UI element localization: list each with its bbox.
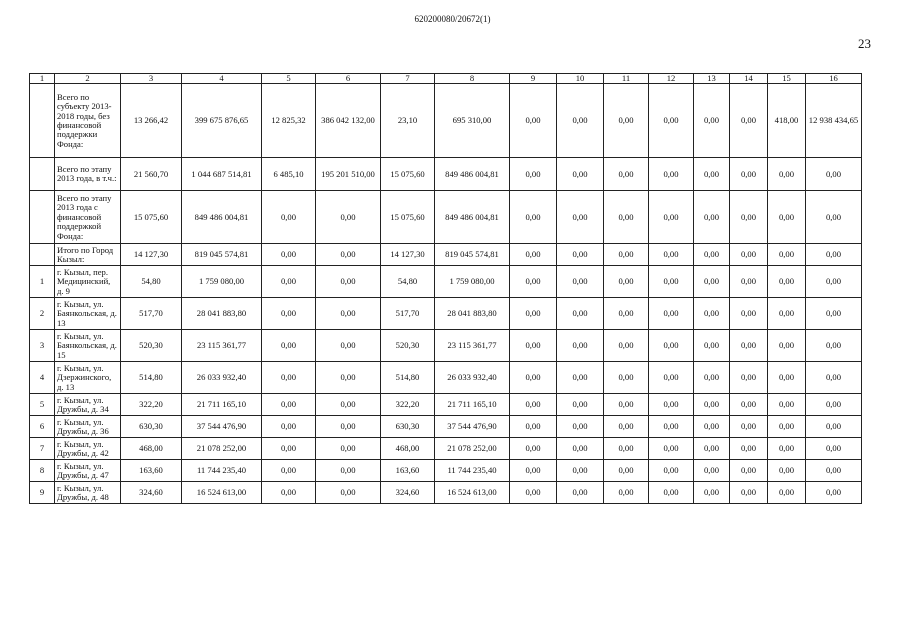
table-cell: 0,00 (316, 266, 381, 298)
table-cell: 0,00 (768, 244, 806, 266)
table-cell: 0,00 (649, 191, 694, 244)
table-cell: 0,00 (730, 416, 768, 438)
table-cell: 0,00 (806, 298, 862, 330)
table-cell: 0,00 (730, 266, 768, 298)
table-cell: 1 044 687 514,81 (182, 158, 262, 191)
table-cell: 0,00 (694, 266, 730, 298)
table-cell: 12 938 434,65 (806, 84, 862, 158)
column-number-row (30, 74, 862, 84)
table-cell: 849 486 004,81 (182, 191, 262, 244)
table-cell: 0,00 (694, 84, 730, 158)
table-cell: 0,00 (730, 438, 768, 460)
column-header: 9 (510, 74, 557, 84)
table-cell: 0,00 (768, 298, 806, 330)
table-cell: 0,00 (262, 482, 316, 504)
table-cell: 0,00 (806, 158, 862, 191)
table-cell: 324,60 (381, 482, 435, 504)
table-cell: 0,00 (316, 298, 381, 330)
table-row (30, 298, 862, 330)
row-number: 4 (30, 362, 55, 394)
table-cell: 0,00 (604, 266, 649, 298)
table-cell: 21 078 252,00 (435, 438, 510, 460)
table-cell: 0,00 (768, 460, 806, 482)
table-cell: 0,00 (510, 416, 557, 438)
table-cell: 0,00 (649, 460, 694, 482)
table-cell: 0,00 (557, 244, 604, 266)
table-cell: 21 711 165,10 (435, 394, 510, 416)
table-cell: 0,00 (806, 482, 862, 504)
table-cell: 163,60 (381, 460, 435, 482)
table-cell: 0,00 (694, 158, 730, 191)
table-cell: 0,00 (649, 394, 694, 416)
table-cell: 520,30 (121, 330, 182, 362)
table-cell: 21 560,70 (121, 158, 182, 191)
table-cell: 0,00 (604, 482, 649, 504)
table-cell: 0,00 (262, 394, 316, 416)
table-cell: 0,00 (510, 330, 557, 362)
table-cell: 0,00 (694, 191, 730, 244)
table-cell: 0,00 (510, 266, 557, 298)
table-cell: 0,00 (730, 298, 768, 330)
row-number: 9 (30, 482, 55, 504)
table-cell: 0,00 (694, 298, 730, 330)
table-cell: 0,00 (806, 460, 862, 482)
column-header: 10 (557, 74, 604, 84)
table-cell: 322,20 (381, 394, 435, 416)
row-description: Всего по этапу 2013 года с финансовой поддержкой Фонда: (55, 191, 121, 244)
table-cell: 37 544 476,90 (182, 416, 262, 438)
table-cell: 0,00 (262, 438, 316, 460)
table-cell: 0,00 (262, 244, 316, 266)
row-number: 6 (30, 416, 55, 438)
table-cell: 15 075,60 (381, 191, 435, 244)
table-cell: 0,00 (262, 191, 316, 244)
table-cell: 0,00 (649, 298, 694, 330)
table-cell: 0,00 (649, 244, 694, 266)
table-cell: 0,00 (730, 244, 768, 266)
register-table (29, 73, 862, 504)
table-row (30, 244, 862, 266)
table-cell: 0,00 (557, 438, 604, 460)
table-cell: 6 485,10 (262, 158, 316, 191)
table-cell: 23 115 361,77 (435, 330, 510, 362)
table-cell: 418,00 (768, 84, 806, 158)
table-cell: 0,00 (694, 482, 730, 504)
table-cell: 0,00 (316, 191, 381, 244)
table-cell: 630,30 (121, 416, 182, 438)
row-description: г. Кызыл, ул. Дружбы, д. 47 (55, 460, 121, 482)
column-header: 7 (381, 74, 435, 84)
table-cell: 0,00 (262, 362, 316, 394)
table-cell: 0,00 (604, 330, 649, 362)
table-cell: 0,00 (510, 158, 557, 191)
table-cell: 514,80 (381, 362, 435, 394)
table-row (30, 84, 862, 158)
column-header: 1 (30, 74, 55, 84)
table-cell: 26 033 932,40 (182, 362, 262, 394)
table-cell: 0,00 (694, 438, 730, 460)
row-number (30, 191, 55, 244)
table-cell: 0,00 (730, 394, 768, 416)
table-cell: 514,80 (121, 362, 182, 394)
table-cell: 0,00 (510, 438, 557, 460)
table-cell: 0,00 (694, 416, 730, 438)
column-header: 14 (730, 74, 768, 84)
row-description: г. Кызыл, ул. Баянкольская, д. 15 (55, 330, 121, 362)
table-cell: 0,00 (694, 460, 730, 482)
row-description: г. Кызыл, ул. Дружбы, д. 42 (55, 438, 121, 460)
column-header: 16 (806, 74, 862, 84)
column-header: 5 (262, 74, 316, 84)
table-row (30, 362, 862, 394)
table-cell: 0,00 (557, 482, 604, 504)
table-cell: 0,00 (262, 416, 316, 438)
table-cell: 54,80 (381, 266, 435, 298)
table-cell: 14 127,30 (121, 244, 182, 266)
table-cell: 0,00 (604, 298, 649, 330)
table-cell: 695 310,00 (435, 84, 510, 158)
table-cell: 0,00 (694, 362, 730, 394)
table-cell: 0,00 (604, 460, 649, 482)
table-cell: 0,00 (604, 438, 649, 460)
table-cell: 0,00 (806, 244, 862, 266)
table-cell: 0,00 (604, 191, 649, 244)
table-cell: 386 042 132,00 (316, 84, 381, 158)
table-cell: 0,00 (730, 158, 768, 191)
table-row (30, 482, 862, 504)
table-cell: 0,00 (649, 416, 694, 438)
table-cell: 0,00 (768, 362, 806, 394)
table-cell: 195 201 510,00 (316, 158, 381, 191)
column-header: 6 (316, 74, 381, 84)
table-cell: 0,00 (316, 244, 381, 266)
column-header: 3 (121, 74, 182, 84)
table-cell: 16 524 613,00 (435, 482, 510, 504)
table-cell: 12 825,32 (262, 84, 316, 158)
table-cell: 0,00 (730, 191, 768, 244)
table-cell: 0,00 (510, 362, 557, 394)
table-cell: 11 744 235,40 (435, 460, 510, 482)
table-cell: 0,00 (557, 416, 604, 438)
table-cell: 0,00 (768, 438, 806, 460)
column-header: 4 (182, 74, 262, 84)
table-cell: 0,00 (806, 191, 862, 244)
table-cell: 0,00 (806, 266, 862, 298)
table-cell: 0,00 (557, 330, 604, 362)
table-cell: 0,00 (768, 330, 806, 362)
table-cell: 0,00 (510, 460, 557, 482)
table-cell: 0,00 (694, 330, 730, 362)
table-cell: 0,00 (557, 84, 604, 158)
table-cell: 28 041 883,80 (182, 298, 262, 330)
table-cell: 0,00 (316, 394, 381, 416)
table-row (30, 438, 862, 460)
table-cell: 468,00 (381, 438, 435, 460)
table-cell: 0,00 (806, 438, 862, 460)
table-cell: 0,00 (806, 416, 862, 438)
column-header: 12 (649, 74, 694, 84)
table-cell: 517,70 (381, 298, 435, 330)
table-cell: 21 711 165,10 (182, 394, 262, 416)
table-cell: 0,00 (768, 482, 806, 504)
table-cell: 0,00 (510, 394, 557, 416)
table-cell: 163,60 (121, 460, 182, 482)
table-cell: 37 544 476,90 (435, 416, 510, 438)
table-cell: 0,00 (730, 84, 768, 158)
table-cell: 0,00 (316, 460, 381, 482)
table-row (30, 158, 862, 191)
table-row (30, 191, 862, 244)
table-cell: 0,00 (806, 394, 862, 416)
table-cell: 0,00 (649, 438, 694, 460)
table-cell: 0,00 (510, 298, 557, 330)
table-cell: 819 045 574,81 (435, 244, 510, 266)
table-cell: 1 759 080,00 (182, 266, 262, 298)
row-description: Всего по субъекту 2013-2018 годы, без финансовой поддержки Фонда: (55, 84, 121, 158)
table-cell: 0,00 (649, 330, 694, 362)
table-cell: 517,70 (121, 298, 182, 330)
table-cell: 324,60 (121, 482, 182, 504)
row-number (30, 158, 55, 191)
table-cell: 0,00 (557, 460, 604, 482)
row-description: Всего по этапу 2013 года, в т.ч.: (55, 158, 121, 191)
table-cell: 0,00 (604, 362, 649, 394)
page-number: 23 (858, 36, 871, 51)
table-cell: 0,00 (557, 362, 604, 394)
row-number: 3 (30, 330, 55, 362)
row-number (30, 84, 55, 158)
table-cell: 0,00 (510, 244, 557, 266)
table-cell: 0,00 (649, 158, 694, 191)
table-cell: 23,10 (381, 84, 435, 158)
row-number: 7 (30, 438, 55, 460)
row-description: г. Кызыл, пер. Медицинский, д. 9 (55, 266, 121, 298)
table-cell: 0,00 (604, 244, 649, 266)
table-cell: 0,00 (604, 84, 649, 158)
table-cell: 15 075,60 (381, 158, 435, 191)
table-cell: 0,00 (649, 482, 694, 504)
table-cell: 0,00 (262, 460, 316, 482)
table-cell: 819 045 574,81 (182, 244, 262, 266)
table-cell: 0,00 (694, 394, 730, 416)
row-number (30, 244, 55, 266)
table-cell: 0,00 (557, 394, 604, 416)
table-cell: 520,30 (381, 330, 435, 362)
table-cell: 0,00 (510, 191, 557, 244)
table-row (30, 416, 862, 438)
table-cell: 0,00 (557, 191, 604, 244)
table-cell: 0,00 (557, 298, 604, 330)
table-cell: 0,00 (557, 158, 604, 191)
table-cell: 54,80 (121, 266, 182, 298)
table-cell: 0,00 (316, 362, 381, 394)
table-cell: 0,00 (768, 158, 806, 191)
table-cell: 0,00 (768, 394, 806, 416)
table-row (30, 330, 862, 362)
table-cell: 16 524 613,00 (182, 482, 262, 504)
table-row (30, 460, 862, 482)
row-description: Итого по Город Кызыл: (55, 244, 121, 266)
table-cell: 0,00 (262, 266, 316, 298)
table-cell: 849 486 004,81 (435, 191, 510, 244)
table-cell: 0,00 (694, 244, 730, 266)
table-cell: 23 115 361,77 (182, 330, 262, 362)
row-description: г. Кызыл, ул. Дружбы, д. 36 (55, 416, 121, 438)
table-cell: 1 759 080,00 (435, 266, 510, 298)
column-header: 2 (55, 74, 121, 84)
table-cell: 849 486 004,81 (435, 158, 510, 191)
table-cell: 0,00 (262, 298, 316, 330)
table-cell: 14 127,30 (381, 244, 435, 266)
table-cell: 0,00 (557, 266, 604, 298)
table-cell: 0,00 (806, 330, 862, 362)
table-cell: 0,00 (316, 438, 381, 460)
table-cell: 630,30 (381, 416, 435, 438)
table-cell: 26 033 932,40 (435, 362, 510, 394)
table-cell: 0,00 (316, 416, 381, 438)
table-cell: 0,00 (768, 191, 806, 244)
table-cell: 0,00 (730, 460, 768, 482)
table-cell: 28 041 883,80 (435, 298, 510, 330)
row-description: г. Кызыл, ул. Дружбы, д. 48 (55, 482, 121, 504)
row-number: 2 (30, 298, 55, 330)
table-cell: 0,00 (730, 482, 768, 504)
table-cell: 0,00 (604, 158, 649, 191)
column-header: 13 (694, 74, 730, 84)
table-cell: 0,00 (730, 362, 768, 394)
table-cell: 0,00 (316, 482, 381, 504)
row-description: г. Кызыл, ул. Баянкольская, д. 13 (55, 298, 121, 330)
table-cell: 0,00 (649, 362, 694, 394)
document-id: 620200080/20672(1) (414, 14, 491, 24)
table-cell: 0,00 (604, 394, 649, 416)
row-description: г. Кызыл, ул. Дзержинского, д. 13 (55, 362, 121, 394)
table-cell: 0,00 (510, 482, 557, 504)
table-cell: 468,00 (121, 438, 182, 460)
table-cell: 15 075,60 (121, 191, 182, 244)
table-row (30, 266, 862, 298)
row-number: 5 (30, 394, 55, 416)
row-description: г. Кызыл, ул. Дружбы, д. 34 (55, 394, 121, 416)
table-cell: 0,00 (730, 330, 768, 362)
column-header: 8 (435, 74, 510, 84)
table-cell: 21 078 252,00 (182, 438, 262, 460)
table-cell: 0,00 (316, 330, 381, 362)
table-cell: 0,00 (510, 84, 557, 158)
table-cell: 0,00 (604, 416, 649, 438)
table-cell: 0,00 (649, 84, 694, 158)
table-cell: 399 675 876,65 (182, 84, 262, 158)
table-cell: 13 266,42 (121, 84, 182, 158)
column-header: 15 (768, 74, 806, 84)
table-cell: 0,00 (262, 330, 316, 362)
table-cell: 322,20 (121, 394, 182, 416)
table-row (30, 394, 862, 416)
row-number: 1 (30, 266, 55, 298)
table-cell: 0,00 (649, 266, 694, 298)
table-cell: 0,00 (806, 362, 862, 394)
table-cell: 0,00 (768, 266, 806, 298)
row-number: 8 (30, 460, 55, 482)
table-cell: 0,00 (768, 416, 806, 438)
column-header: 11 (604, 74, 649, 84)
table-cell: 11 744 235,40 (182, 460, 262, 482)
